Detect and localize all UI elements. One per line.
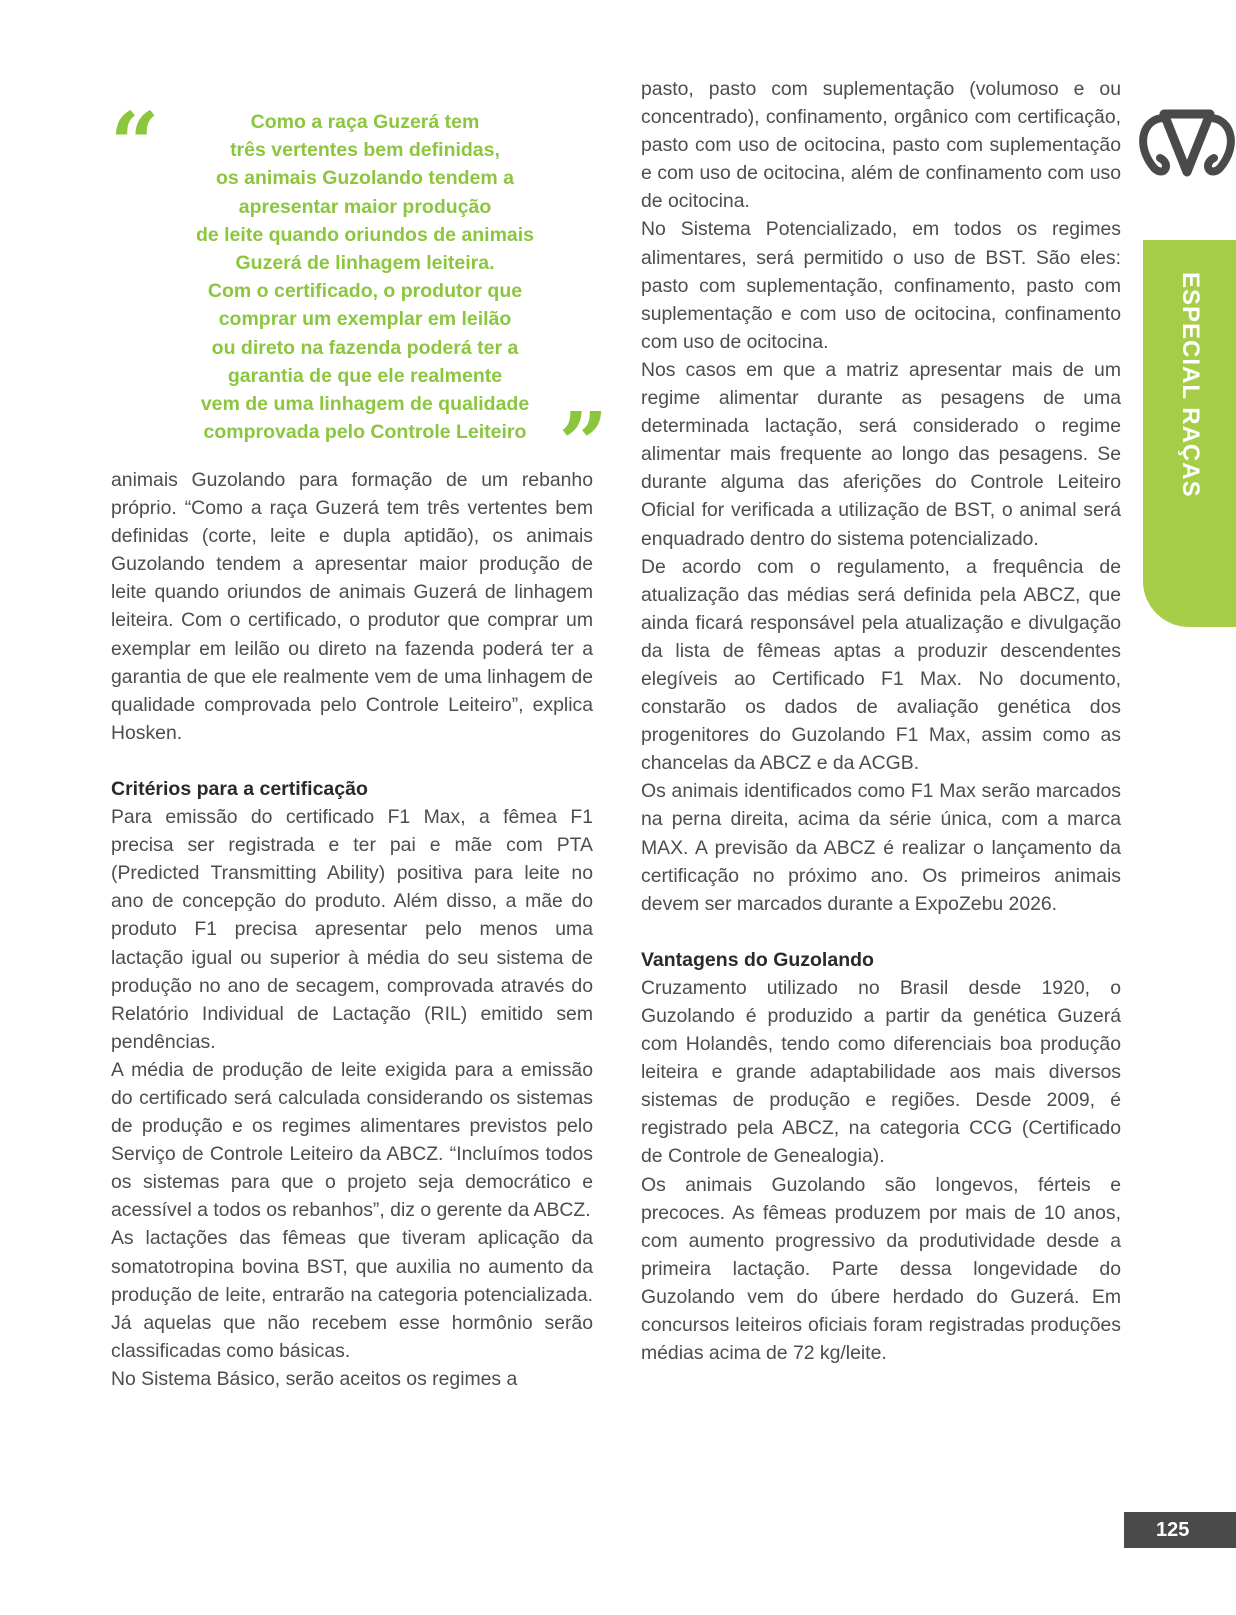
pull-quote-line: Com o certificado, o produtor que [207, 280, 523, 303]
pull-quote-line: comprovada pelo Controle Leiteiro [203, 421, 527, 444]
paragraph: As lactações das fêmeas que tiveram aplicação da somatotropina bovina BST, que auxilia no aumento da produção de leite, entrarão na categoria potencializada. Já aquelas que não recebem esse hormônio serão classificadas como básicas. [111, 1227, 593, 1362]
left-column [111, 466, 593, 1393]
pull-quote-line: garantia de que ele realmente [227, 364, 503, 387]
section-heading: Critérios para a certificação [111, 777, 368, 800]
paragraph: Nos casos em que a matriz apresentar mais de um regime alimentar durante as pesagens de uma determinada lactação, será considerado o regime alimentar mais frequente ao longo das pesagens. Se durante alguma das aferições do Controle Leiteiro Oficial for verificada a utilização de BST, o animal será enquadrado dentro do sistema potencializado. [641, 358, 1121, 550]
pull-quote-line: ou direto na fazenda poderá ter a [211, 336, 519, 359]
pull-quote [110, 94, 620, 495]
section-heading: Vantagens do Guzolando [641, 948, 874, 971]
pull-quote-line: Como a raça Guzerá tem [250, 111, 480, 133]
page-number: 125 [1124, 1512, 1236, 1548]
paragraph: pasto, pasto com suplementação (volumoso e ou concentrado), confinamento, orgânico com certificação, pasto com uso de ocitocina, pasto com suplementação e com uso de ocitocina, além de confinamento com uso de ocitocina. [641, 78, 1121, 213]
pull-quote-line: vem de uma linhagem de qualidade [200, 393, 530, 416]
paragraph: De acordo com o regulamento, a frequência de atualização das médias será definida pela ABCZ, que ainda ficará responsável pela atualização e divulgação da lista de fêmeas aptas a produzir descendentes elegíveis ao Certificado F1 Max. No documento, constarão os dados de avaliação genética dos progenitores do Guzolando F1 Max, assim como as chancelas da ABCZ e da ACGB. [641, 555, 1121, 775]
paragraph: Os animais Guzolando são longevos, férteis e precoces. As fêmeas produzem por mais de 10 anos, com aumento progressivo da produtividade desde a primeira lactação. Parte dessa longevidade do Guzolando vem do úbere herdado do Guzerá. Em concursos leiteiros oficiais foram registradas produções médias acima de 72 kg/leite. [641, 1173, 1121, 1365]
section-tab-label: ESPECIAL RAÇAS [1177, 272, 1204, 498]
paragraph: A média de produção de leite exigida para a emissão do certificado será calculada considerando os sistemas de produção e os regimes alimentares previstos pelo Serviço de Controle Leiteiro da ABCZ. “Incluímos todos os sistemas para que o projeto seja democrático e acessível a todos os rebanhos”, diz o gerente da ABCZ. [111, 1058, 593, 1222]
paragraph: Os animais identificados como F1 Max serão marcados na perna direita, acima da série única, com a marca MAX. A previsão da ABCZ é realizar o lançamento da certificação no próximo ano. Os primeiros animais devem ser marcados durante a ExpoZebu 2026. [641, 780, 1121, 915]
open-quote-icon: “ [110, 94, 160, 195]
paragraph: No Sistema Potencializado, em todos os regimes alimentares, será permitido o uso de BST. São eles: pasto com suplementação, confinamento, pasto com suplementação e com uso de ocitocina, confinamento com uso de ocitocina. [641, 218, 1121, 353]
pull-quote-line: Guzerá de linhagem leiteira. [235, 252, 495, 275]
pull-quote-text [110, 108, 620, 446]
pull-quote-line: os animais Guzolando tendem a [216, 167, 514, 190]
pull-quote-line: apresentar maior produção [238, 195, 492, 218]
paragraph: Para emissão do certificado F1 Max, a fêmea F1 precisa ser registrada e ter pai e mãe com PTA (Predicted Transmitting Ability) positiva para leite no ano de concepção do produto. Além disso, a mãe do produto F1 precisa apresentar pelo menos uma lactação igual ou superior à média do seu sistema de produção no ano de secagem, comprovada através do Relatório Individual de Lactação (RIL) emitido sem pendências. [111, 806, 593, 1053]
paragraph: animais Guzolando para formação de um rebanho próprio. “Como a raça Guzerá tem três vertentes bem definidas (corte, leite e dupla aptidão), os animais Guzolando tendem a apresentar maior produção de leite quando oriundos de animais Guzerá de linhagem leiteira. Com o certificado, o produtor que comprar um exemplar em leilão ou direto na fazenda poderá ter a garantia de que ele realmente vem de uma linhagem de qualidade comprovada pelo Controle Leiteiro”, explica Hosken. [111, 469, 593, 744]
pull-quote-line: três vertentes bem definidas, [230, 139, 500, 162]
paragraph: Cruzamento utilizado no Brasil desde 1920, o Guzolando é produzido a partir da genética Guzerá com Holandês, tendo como diferenciais boa produção leiteira e grande adaptabilidade aos mais diversos sistemas de produção e regiões. Desde 2009, é registrado pela ABCZ, na categoria CCG (Certificado de Controle de Genealogia). [641, 976, 1121, 1168]
close-quote-icon: ” [558, 394, 608, 495]
pull-quote-line: de leite quando oriundos de animais [195, 223, 535, 246]
pull-quote-line: comprar um exemplar em leilão [218, 308, 512, 331]
horns-logo-icon [1138, 108, 1236, 188]
paragraph: No Sistema Básico, serão aceitos os regimes a [111, 1367, 518, 1390]
right-column [641, 75, 1121, 1367]
